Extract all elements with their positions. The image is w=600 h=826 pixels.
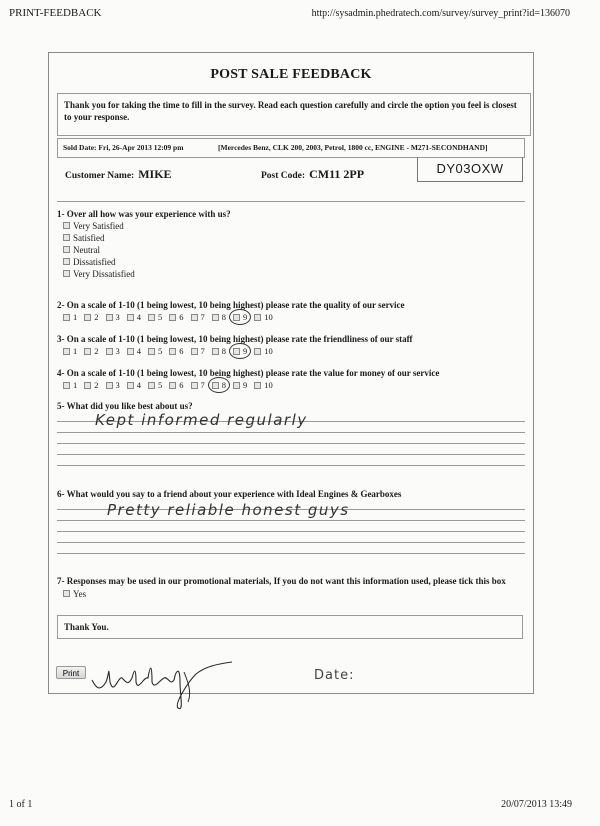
- checkbox[interactable]: [106, 382, 113, 389]
- selection-circle: [208, 377, 230, 393]
- scale-option-5[interactable]: [148, 312, 162, 322]
- scale-option-8[interactable]: [212, 346, 226, 356]
- customer-name-label: Customer Name:: [65, 171, 135, 181]
- checkbox[interactable]: [127, 314, 134, 321]
- sale-info-row: [57, 138, 525, 158]
- scale-option-7[interactable]: [191, 346, 205, 356]
- question-3-scale: [63, 346, 280, 356]
- customer-signature: [88, 652, 238, 714]
- scale-option-2[interactable]: [84, 346, 98, 356]
- checkbox[interactable]: [106, 348, 113, 355]
- checkbox[interactable]: [106, 314, 113, 321]
- scale-label: 2: [94, 380, 99, 390]
- scale-option-3[interactable]: [106, 312, 120, 322]
- option-very-satisfied[interactable]: Very Satisfied: [63, 220, 135, 232]
- scale-label: 4: [136, 380, 141, 390]
- answer-6-text: Pretty reliable honest guys: [107, 501, 350, 519]
- scale-label: 3: [115, 346, 120, 356]
- scale-option-10[interactable]: [254, 312, 273, 322]
- scale-label: 9: [243, 346, 248, 356]
- selection-circle: [229, 343, 251, 359]
- question-1-options: [63, 220, 135, 280]
- question-4-scale: [63, 380, 280, 390]
- scale-label: 8: [221, 380, 226, 390]
- question-4: 4- On a scale of 1-10 (1 being lowest, 10 being highest) please rate the value for money of our service: [57, 368, 440, 378]
- checkbox[interactable]: [191, 314, 198, 321]
- scale-option-5[interactable]: [148, 380, 162, 390]
- customer-name-value: MIKE: [138, 167, 172, 181]
- scale-option-4[interactable]: [127, 380, 141, 390]
- scale-label: 5: [158, 380, 163, 390]
- question-2: 2- On a scale of 1-10 (1 being lowest, 10 being highest) please rate the quality of our service: [57, 300, 405, 310]
- option-dissatisfied[interactable]: Dissatisfied: [63, 256, 135, 268]
- scale-option-6[interactable]: [169, 312, 183, 322]
- scale-label: 8: [221, 346, 226, 356]
- registration-box: DY03OXW: [417, 157, 523, 182]
- scale-label: 7: [200, 380, 205, 390]
- checkbox[interactable]: [84, 348, 91, 355]
- checkbox[interactable]: [169, 348, 176, 355]
- browser-page-title: PRINT-FEEDBACK: [9, 7, 102, 19]
- scale-label: 1: [73, 380, 78, 390]
- scale-option-5[interactable]: [148, 346, 162, 356]
- form-title: POST SALE FEEDBACK: [210, 67, 372, 82]
- checkbox[interactable]: [254, 314, 261, 321]
- checkbox[interactable]: [148, 382, 155, 389]
- checkbox[interactable]: [191, 382, 198, 389]
- question-1: 1- Over all how was your experience with us?: [57, 209, 231, 219]
- option-neutral[interactable]: Neutral: [63, 244, 135, 256]
- divider: [57, 201, 525, 202]
- scale-label: 10: [264, 380, 273, 390]
- post-code-label: Post Code:: [261, 171, 306, 181]
- scale-label: 9: [243, 380, 248, 390]
- checkbox[interactable]: [63, 234, 70, 241]
- scale-label: 10: [264, 312, 273, 322]
- scale-label: 1: [73, 312, 78, 322]
- scale-option-6[interactable]: [169, 346, 183, 356]
- checkbox[interactable]: [191, 348, 198, 355]
- customer-name: [65, 165, 172, 183]
- scale-option-2[interactable]: [84, 380, 98, 390]
- question-7: 7- Responses may be used in our promotional materials, If you do not want this information used, please tick this box: [57, 576, 506, 586]
- post-code: [261, 165, 364, 183]
- print-button[interactable]: Print: [56, 666, 86, 679]
- checkbox[interactable]: [254, 382, 261, 389]
- scale-label: 2: [94, 346, 99, 356]
- checkbox[interactable]: [254, 348, 261, 355]
- selection-circle: [229, 309, 251, 325]
- page-count: 1 of 1: [9, 799, 33, 810]
- scale-label: 9: [243, 312, 248, 322]
- option-satisfied[interactable]: Satisfied: [63, 232, 135, 244]
- scale-label: 3: [115, 312, 120, 322]
- checkbox[interactable]: [169, 382, 176, 389]
- scale-option-7[interactable]: [191, 380, 205, 390]
- page-url: http://sysadmin.phedratech.com/survey/survey_print?id=136070: [311, 8, 570, 19]
- scale-option-10[interactable]: [254, 346, 273, 356]
- scale-label: 5: [158, 346, 163, 356]
- scale-label: 7: [200, 346, 205, 356]
- checkbox[interactable]: [212, 314, 219, 321]
- question-5: 5- What did you like best about us?: [57, 401, 193, 411]
- checkbox[interactable]: [63, 314, 70, 321]
- scale-label: 7: [200, 312, 205, 322]
- checkbox[interactable]: [84, 382, 91, 389]
- question-7-options: [63, 588, 86, 600]
- feedback-form: [48, 52, 534, 694]
- checkbox[interactable]: [84, 314, 91, 321]
- scale-option-4[interactable]: [127, 346, 141, 356]
- question-3: 3- On a scale of 1-10 (1 being lowest, 10 being highest) please rate the friendliness of our staff: [57, 334, 413, 344]
- scale-label: 3: [115, 380, 120, 390]
- scale-option-1[interactable]: [63, 346, 77, 356]
- scale-label: 5: [158, 312, 163, 322]
- checkbox[interactable]: [63, 348, 70, 355]
- post-code-value: CM11 2PP: [309, 167, 365, 181]
- scale-label: 1: [73, 346, 78, 356]
- scale-option-4[interactable]: [127, 312, 141, 322]
- scale-option-3[interactable]: [106, 380, 120, 390]
- scale-option-10[interactable]: [254, 380, 273, 390]
- checkbox[interactable]: [233, 382, 240, 389]
- scale-label: 2: [94, 312, 99, 322]
- date-label-handwritten: Date:: [314, 668, 355, 683]
- printed-timestamp: 20/07/2013 13:49: [501, 799, 572, 810]
- checkbox[interactable]: [212, 348, 219, 355]
- scale-label: 10: [264, 346, 273, 356]
- checkbox[interactable]: [63, 382, 70, 389]
- checkbox[interactable]: [169, 314, 176, 321]
- checkbox[interactable]: [148, 314, 155, 321]
- checkbox[interactable]: [63, 270, 70, 277]
- option-yes[interactable]: Yes: [63, 588, 86, 600]
- question-6: 6- What would you say to a friend about your experience with Ideal Engines & Gearboxes: [57, 489, 402, 499]
- answer-5-text: Kept informed regularly: [95, 411, 308, 429]
- scale-option-1[interactable]: [63, 380, 77, 390]
- vehicle-details: [Mercedes Benz, CLK 200, 2003, Petrol, 1800 cc, ENGINE - M271-SECONDHAND]: [218, 143, 488, 152]
- scale-label: 6: [179, 346, 184, 356]
- scale-option-7[interactable]: [191, 312, 205, 322]
- option-very-dissatisfied[interactable]: Very Dissatisfied: [63, 268, 135, 280]
- scale-label: 4: [136, 312, 141, 322]
- checkbox[interactable]: [63, 590, 70, 597]
- checkbox[interactable]: [63, 246, 70, 253]
- scale-label: 4: [136, 346, 141, 356]
- checkbox[interactable]: [63, 258, 70, 265]
- customer-row: [57, 157, 523, 187]
- sold-date: Sold Date: Fri, 26-Apr 2013 12:09 pm: [63, 143, 184, 152]
- checkbox[interactable]: [127, 382, 134, 389]
- scale-option-9[interactable]: [233, 380, 247, 390]
- intro-box: Thank you for taking the time to fill in the survey. Read each question carefully and circle the option you feel is closest to your response.: [57, 93, 531, 136]
- question-2-scale: [63, 312, 280, 322]
- scale-label: 6: [179, 380, 184, 390]
- scale-option-2[interactable]: [84, 312, 98, 322]
- scale-label: 8: [221, 312, 226, 322]
- scale-label: 6: [179, 312, 184, 322]
- scale-option-1[interactable]: [63, 312, 77, 322]
- scale-option-3[interactable]: [106, 346, 120, 356]
- scale-option-8[interactable]: [212, 312, 226, 322]
- checkbox[interactable]: [127, 348, 134, 355]
- checkbox[interactable]: [148, 348, 155, 355]
- thank-you-box: Thank You.: [57, 615, 523, 639]
- scale-option-6[interactable]: [169, 380, 183, 390]
- checkbox[interactable]: [63, 222, 70, 229]
